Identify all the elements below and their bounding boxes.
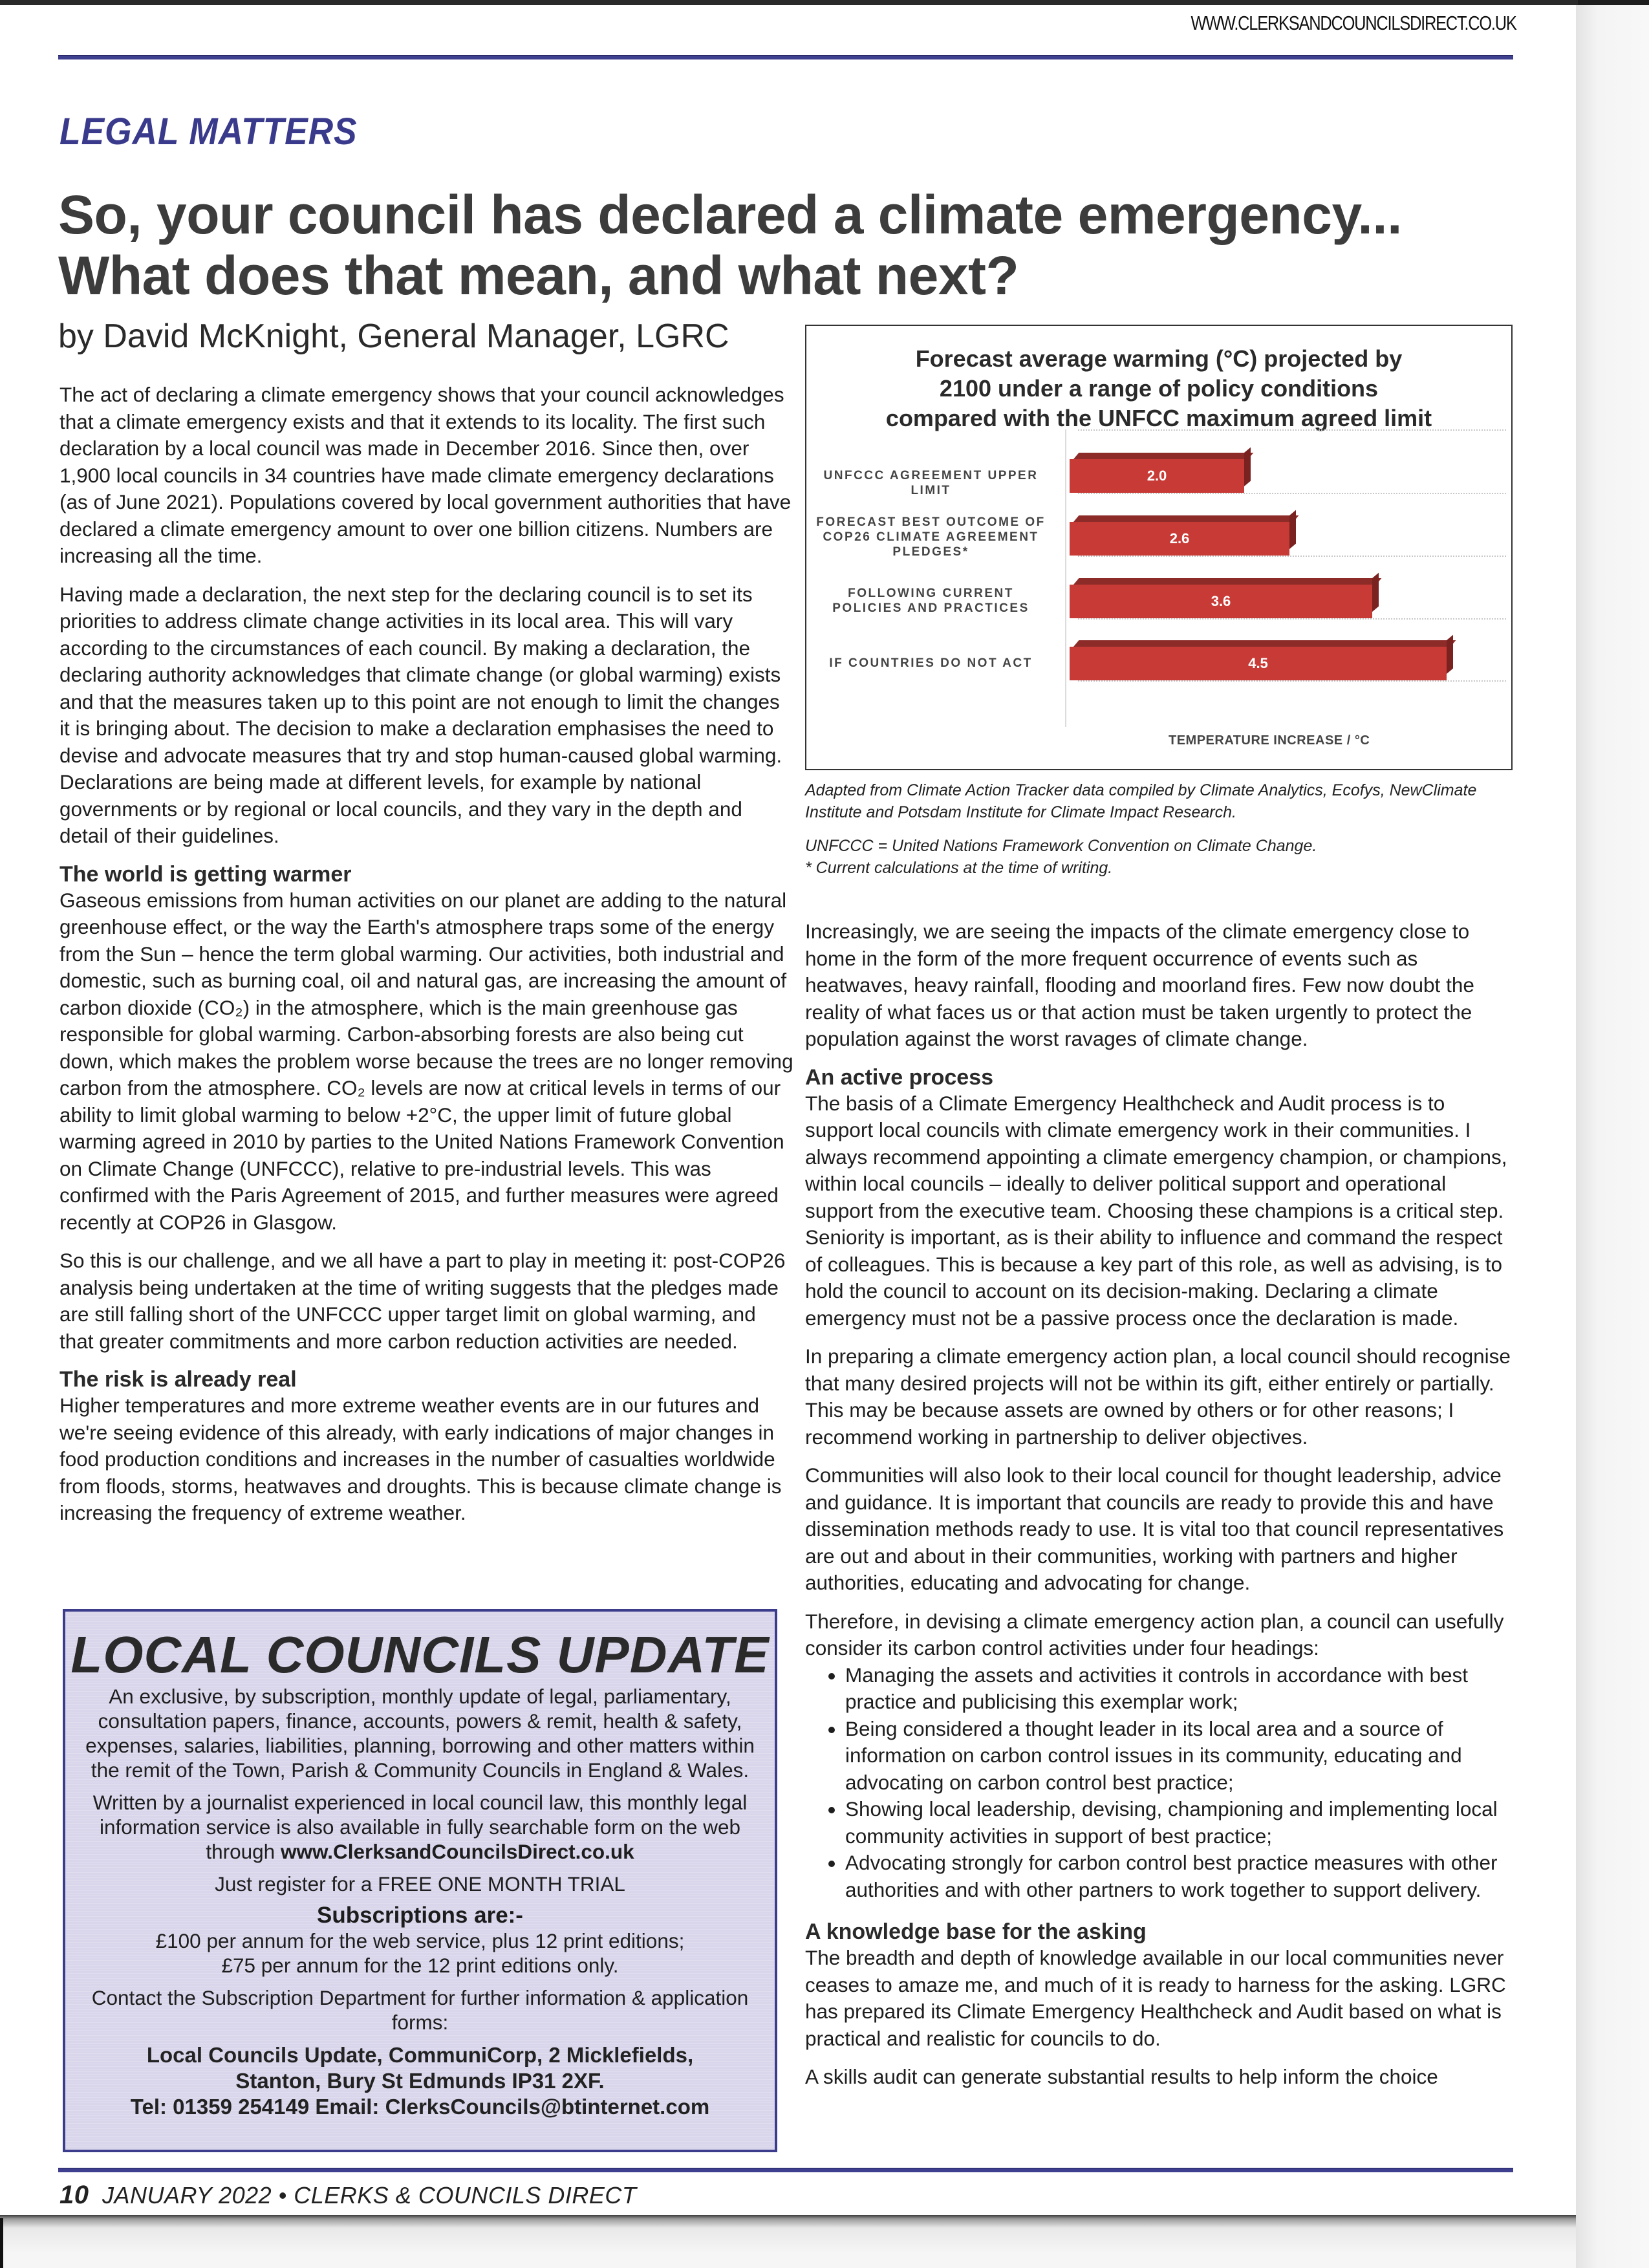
paragraph: In preparing a climate emergency action plan, a local council should recognise that many desired projects will not be within its gift, either entirely or partially. This may be because assets are owned by others or for other reasons; I recommend working in partnership to deliver objectives. [805, 1345, 1511, 1449]
chart-gridline [1078, 493, 1506, 494]
paragraph: The act of declaring a climate emergency shows that your council acknowledges that a climate emergency exists and that it extends to its locality. The first such declaration by a local council was made in December 2016. Since then, over 1,900 local councils in 34 countries have made climate emergency declarations (as of June 2021). Populations covered by local government authorities that have declared a climate emergency amount to over one billion citizens. Numbers are increasing all the time. [59, 383, 792, 567]
chart-gridline [1078, 618, 1506, 620]
headline-line-2: What does that mean, and what next? [58, 245, 1019, 306]
advert-address-line-1: Local Councils Update, CommuniCorp, 2 Micklefields, [146, 2043, 694, 2067]
advert-contact-details[interactable]: Tel: 01359 254149 Email: ClerksCouncils@btinternet.com [130, 2095, 710, 2119]
paragraph: The breadth and depth of knowledge available in our local communities never ceases to amaze me, and much of it is ready to harness for the asking. LGRC has prepared its Climate Emergency Healthcheck and Audit based on what is practical and realistic for councils to do. [805, 1946, 1506, 2050]
scan-edge-left [0, 2218, 3, 2268]
paragraph: Gaseous emissions from human activities on our planet are adding to the natural greenhouse effect, or the way the Earth's atmosphere traps some of the energy from the Sun – hence the term global warming. Our activities, both industrial and domestic, such as burning coal, oil and natural gas, are increasing the amount of carbon dioxide (CO₂) in the atmosphere, which is the main greenhouse gas responsible for global warming. Carbon-absorbing forests are also being cut down, which makes the problem worse because the trees are no longer removing carbon from the atmosphere. CO₂ levels are now at critical levels in terms of our ability to limit global warming to below +2°C, the upper limit of future global warming agreed in 2010 by parties to the United Nations Framework Convention on Climate Change (UNFCCC), relative to pre-industrial levels. This was confirmed with the Paris Agreement of 2015, and further measures were agreed recently at COP26 in Glasgow. [59, 888, 793, 1234]
chart-x-axis-label: TEMPERATURE INCREASE / °C [1169, 733, 1370, 748]
chart-footnote: * Current calculations at the time of writing. [805, 859, 1113, 877]
section-label: LEGAL MATTERS [59, 111, 358, 153]
advert-description: An exclusive, by subscription, monthly update of legal, parliamentary, consultation papers, finance, accounts, powers & remit, health & safety, expenses, salaries, liabilities, planning, borrowing and other matters within the remit of the Town, Parish & Community Councils in England & Wales. [85, 1685, 755, 1782]
left-column [59, 382, 793, 1539]
section-heading: An active process [805, 1064, 994, 1090]
chart-bar-value: 2.6 [1169, 530, 1190, 546]
paragraph: The basis of a Climate Emergency Healthcheck and Audit process is to support local councils with climate emergency work in their communities. I always recommend appointing a climate emergency champion, or champions, within local councils – ideally to deliver political support and operational support from the executive team. Choosing these champions is a critical step. Seniority is important, as is their ability to influence and command the respect of colleagues. This is because a key part of this role, as well as advising, is to hold the council to account on its decision-making. Declaring a climate emergency must not be a passive process once the declaration is made. [805, 1091, 1507, 1330]
advert-price-web: £100 per annum for the web service, plus 12 print editions; [155, 1929, 685, 1952]
site-url: WWW.CLERKSANDCOUNCILSDIRECT.CO.UK [1191, 12, 1516, 34]
footer-rule [58, 2168, 1513, 2172]
chart-caption [805, 779, 1516, 891]
paragraph: Increasingly, we are seeing the impacts of the climate emergency close to home in the form of the more frequent occurrence of events such as heatwaves, heavy rainfall, flooding and moorland fires. Few now doubt the reality of what faces us or that action must be taken urgently to protect the population against the worst ravages of climate change. [805, 920, 1474, 1050]
chart-category-label: FOLLOWING CURRENT POLICIES AND PRACTICES [832, 587, 1029, 615]
chart-bar-value: 2.0 [1147, 468, 1167, 484]
list-item: • Being considered a thought leader in its local area and a source of information on carbon control issues in its community, educating and advocating on carbon control best practice; [845, 1716, 1516, 1797]
section-heading: A knowledge base for the asking [805, 1919, 1147, 1944]
advert-website-link[interactable]: www.ClerksandCouncilsDirect.co.uk [280, 1840, 634, 1863]
advert-trial: Just register for a FREE ONE MONTH TRIAL [215, 1872, 625, 1895]
chart-bar [1070, 647, 1447, 680]
advert-price-print: £75 per annum for the 12 print editions only. [221, 1954, 619, 1977]
paragraph: Therefore, in devising a climate emergency action plan, a council can usefully consider its carbon control activities under four headings: [805, 1609, 1504, 1659]
advert-subscriptions-heading: Subscriptions are:- [317, 1903, 523, 1928]
chart-title-line: compared with the UNFCC maximum agreed limit [885, 405, 1432, 431]
chart-title [806, 344, 1511, 433]
warming-chart [805, 325, 1513, 770]
chart-gridline [1078, 680, 1506, 682]
paragraph: Having made a declaration, the next step for the declaring council is to set its priorities to address climate change activities in its local area. This will vary according to the circumstances of each council. By making a declaration, the declaring authority acknowledges that climate change (or global warming) exists and that the measures taken up to this point are not enough to limit the changes it is bringing about. The decision to make a declaration emphasises the need to devise and advocate measures that try and stop human-caused global warming. Declarations are being made at different levels, for example by national governments or by regional or local councils, and they vary in the depth and detail of their guidelines. [59, 582, 782, 847]
bullet-list [805, 1662, 1516, 1904]
byline: by David McKnight, General Manager, LGRC [58, 318, 729, 355]
advert-contact: Contact the Subscription Department for further information & application forms: [91, 1986, 749, 2034]
chart-gridline [1078, 556, 1506, 557]
chart-source: Adapted from Climate Action Tracker data compiled by Climate Analytics, Ecofys, NewClimate Institute and Potsdam Institute for Climate Impact Research. [805, 781, 1477, 821]
chart-bar [1070, 459, 1244, 493]
section-heading: The world is getting warmer [59, 861, 352, 887]
paragraph: A skills audit can generate substantial results to help inform the choice [805, 2065, 1438, 2088]
headline-line-1: So, your council has declared a climate emergency... [58, 184, 1402, 245]
page-title [58, 184, 1520, 306]
scan-edge-top [0, 0, 1649, 5]
page-number: 10 [59, 2181, 89, 2209]
chart-category-label: FORECAST BEST OUTCOME OF COP26 CLIMATE AGREEMENT PLEDGES* [816, 515, 1046, 559]
list-item: • Advocating strongly for carbon control best practice measures with other authorities and with other partners to work together to support delivery. [845, 1850, 1516, 1903]
scan-edge-bottom [0, 2215, 1576, 2268]
chart-category-label: UNFCCC AGREEMENT UPPER LIMIT [823, 469, 1039, 497]
paragraph: Communities will also look to their local council for thought leadership, advice and guidance. It is important that councils are ready to provide this and have dissemination methods ready to use. It is vital too that council representatives are out and about in their communities, working with partners and higher authorities, educating and advocating for change. [805, 1463, 1504, 1594]
page-footer [59, 2181, 636, 2210]
advert-title: LOCAL COUNCILS UPDATE [70, 1626, 770, 1683]
issue-info: JANUARY 2022 • CLERKS & COUNCILS DIRECT [102, 2182, 637, 2209]
chart-definition: UNFCCC = United Nations Framework Convention on Climate Change. [805, 837, 1317, 855]
chart-gridline [1078, 429, 1506, 431]
chart-bar [1070, 585, 1372, 618]
chart-bar-value: 3.6 [1211, 593, 1231, 609]
list-item: • Managing the assets and activities it controls in accordance with best practice and publicising this exemplar work; [845, 1662, 1516, 1716]
advert-address [65, 2042, 775, 2120]
list-item: • Showing local leadership, devising, championing and implementing local community activities in support of best practice; [845, 1796, 1516, 1850]
right-column [805, 918, 1516, 2102]
advert-address-line-2: Stanton, Bury St Edmunds IP31 2XF. [235, 2069, 605, 2093]
paragraph: So this is our challenge, and we all have a part to play in meeting it: post-COP26 analysis being undertaken at the time of writing suggests that the pledges made are still falling short of the UNFCCC upper target limit on global warming, and that greater commitments and more carbon reduction activities are needed. [59, 1249, 786, 1353]
chart-category-label: IF COUNTRIES DO NOT ACT [829, 656, 1033, 670]
chart-axis [1065, 429, 1066, 727]
chart-bar-value: 4.5 [1248, 655, 1268, 671]
section-heading: The risk is already real [59, 1367, 297, 1392]
chart-title-line: 2100 under a range of policy conditions [939, 375, 1379, 402]
chart-bar [1070, 522, 1289, 556]
subscription-advert [63, 1609, 777, 2152]
advert-written-by [74, 1790, 766, 1864]
header-rule [58, 56, 1513, 59]
chart-title-line: Forecast average warming (°C) projected by [915, 345, 1403, 372]
paragraph: Higher temperatures and more extreme weather events are in our futures and we're seeing evidence of this already, with early indications of major changes in food production conditions and increases in the number of casualties worldwide from floods, storms, heatwaves and droughts. This is because climate change is increasing the frequency of extreme weather. [59, 1394, 782, 1524]
chart-plot-area [806, 423, 1511, 746]
advert-written-by-text: Written by a journalist experienced in local council law, this monthly legal information service is also available in fully searchable form on the web through [92, 1791, 748, 1863]
scan-edge-right [1576, 5, 1649, 2268]
